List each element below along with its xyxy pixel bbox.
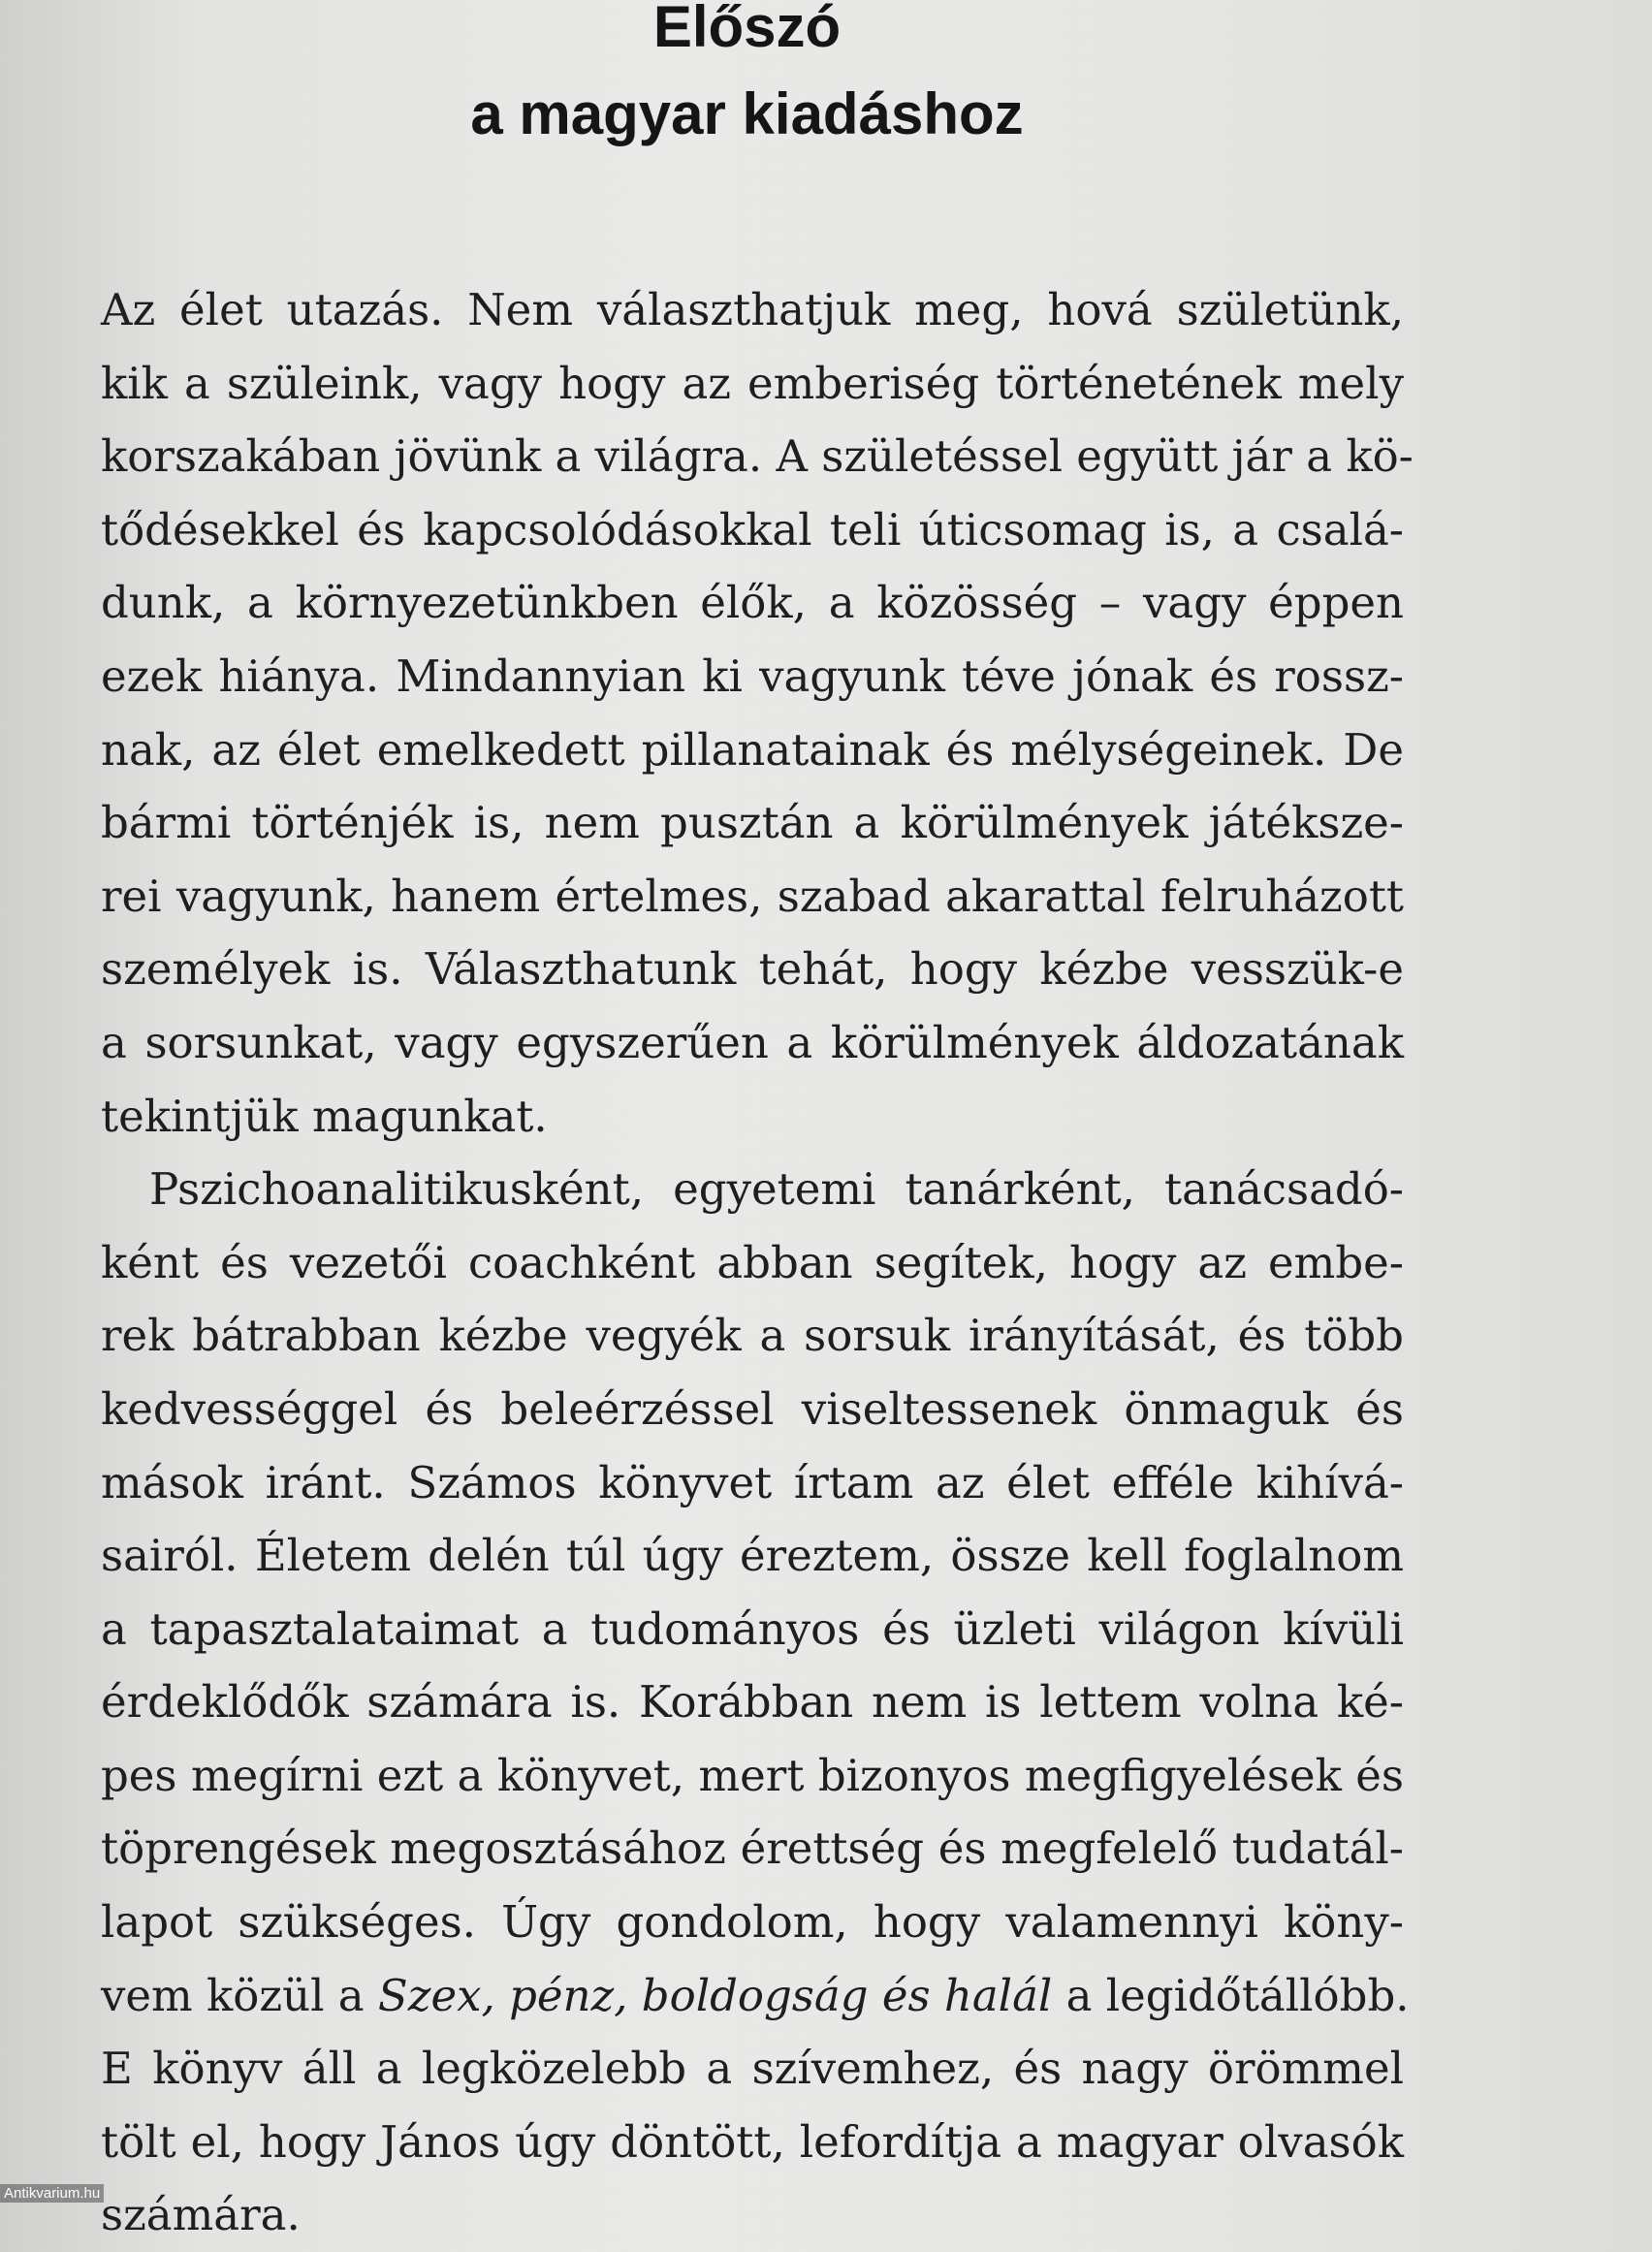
text-line: mások iránt. Számos könyvet írtam az élet efféle kihívá- bbox=[101, 1456, 1404, 1508]
text-line: pes megírni ezt a könyvet, mert bizonyos megfigyelések és bbox=[101, 1749, 1404, 1801]
text-line: sairól. Életem delén túl úgy éreztem, össze kell foglalnom bbox=[101, 1530, 1404, 1582]
text-line: tölt el, hogy János úgy döntött, lefordítja a magyar olvasók bbox=[101, 2115, 1404, 2168]
watermark: Antikvarium.hu bbox=[0, 2184, 104, 2203]
text-line: tekintjük magunkat. bbox=[101, 1090, 548, 1142]
text-line: E könyv áll a legközelebb a szívemhez, és nagy örömmel bbox=[101, 2043, 1404, 2095]
text-line: lapot szükséges. Úgy gondolom, hogy valamennyi köny- bbox=[101, 1896, 1404, 1949]
body-text bbox=[101, 273, 1414, 2252]
paragraph-2 bbox=[101, 1153, 1410, 2252]
text-line: Az élet utazás. Nem választhatjuk meg, hová születünk, bbox=[101, 284, 1404, 335]
text-line: dunk, a környezetünkben élők, a közösség – vagy éppen bbox=[101, 577, 1404, 629]
text-line: ezek hiánya. Mindannyian ki vagyunk téve jónak és rossz- bbox=[101, 650, 1404, 702]
text-line: rek bátrabban kézbe vegyék a sorsuk irányítását, és több bbox=[101, 1310, 1404, 1362]
book-title: Szex, pénz, boldogság és halál bbox=[377, 1969, 1053, 2021]
text-line: érdeklődők számára is. Korábban nem is lettem volna ké- bbox=[101, 1676, 1404, 1729]
text-fragment: a legidőtállóbb. bbox=[1052, 1969, 1410, 2021]
text-line: a sorsunkat, vagy egyszerűen a körülmények áldozatának bbox=[101, 1016, 1404, 1068]
text-line: töprengések megosztásához érettség és megfelelő tudatál- bbox=[101, 1823, 1404, 1875]
paragraph-1 bbox=[101, 273, 1414, 1153]
text-line: rei vagyunk, hanem értelmes, szabad akarattal felruházott bbox=[101, 870, 1404, 922]
text-line: Pszichoanalitikusként, egyetemi tanárként, tanácsadó- bbox=[149, 1163, 1404, 1216]
text-line: korszakában jövünk a világra. A születéssel együtt jár a kö- bbox=[101, 430, 1414, 483]
text-line: számára. bbox=[101, 2189, 301, 2241]
text-line: személyek is. Választhatunk tehát, hogy kézbe vesszük-e bbox=[101, 943, 1404, 996]
text-line: a tapasztalataimat a tudományos és üzleti világon kívüli bbox=[101, 1602, 1404, 1655]
text-line: tődésekkel és kapcsolódásokkal teli úticsomag is, a csalá- bbox=[101, 503, 1404, 555]
text-line: kedvességgel és beleérzéssel viseltessenek önmaguk és bbox=[101, 1382, 1404, 1435]
text-line: ként és vezetői coachként abban segítek, hogy az embe- bbox=[101, 1236, 1404, 1288]
text-line: kik a szüleink, vagy hogy az emberiség történetének mely bbox=[101, 357, 1404, 409]
text-line: nak, az élet emelkedett pillanatainak és mélységeinek. De bbox=[101, 723, 1404, 776]
page-title: Előszó bbox=[652, 0, 842, 59]
text-line: bármi történjék is, nem pusztán a körülmények játéksze- bbox=[101, 797, 1404, 849]
page-subtitle: a magyar kiadáshoz bbox=[470, 81, 1024, 146]
text-fragment: vem közül a bbox=[101, 1969, 378, 2021]
text-line-with-book-title bbox=[101, 1959, 1410, 2033]
